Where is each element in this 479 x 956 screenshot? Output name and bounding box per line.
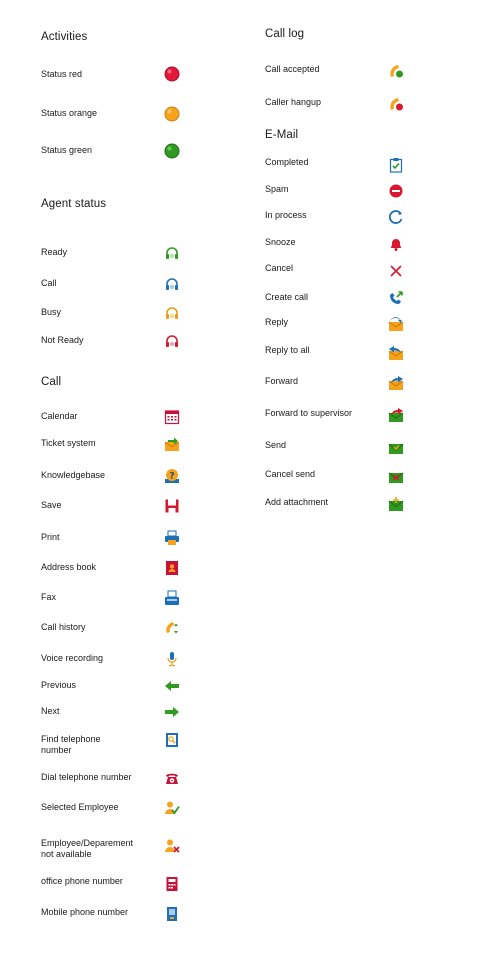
address-book-icon: [164, 560, 180, 576]
arrow-right-icon: [164, 704, 180, 720]
status-red-icon: [164, 66, 180, 82]
legend-label: Cancel send: [265, 469, 316, 479]
voice-recording-icon: [164, 651, 180, 667]
dial-telephone-icon: [164, 770, 180, 786]
mobile-phone-icon: [164, 906, 180, 922]
legend-label: Print: [41, 532, 60, 542]
legend-label: Send: [265, 440, 287, 450]
headset-blue-icon: [164, 276, 180, 292]
headset-green-icon: [164, 245, 180, 261]
spam-icon: [388, 183, 404, 199]
legend-label: Calendar: [41, 411, 78, 421]
legend-label: Snooze: [265, 237, 296, 247]
print-icon: [164, 530, 180, 546]
legend-label: Next: [41, 706, 60, 716]
office-phone-icon: [164, 876, 180, 892]
legend-label: Create call: [265, 292, 309, 302]
legend-label: Spam: [265, 184, 289, 194]
caller-hangup-icon: [388, 96, 404, 112]
forward-mail-icon: [388, 375, 404, 391]
find-telephone-number-icon: [164, 732, 180, 748]
legend-label: Forward: [265, 376, 299, 386]
bell-icon: [388, 236, 404, 252]
headset-red-icon: [164, 333, 180, 349]
forward-supervisor-mail-icon: [388, 407, 404, 423]
legend-label: Ticket system: [41, 438, 96, 448]
status-green-icon: [164, 143, 180, 159]
section-title-activities: Activities: [41, 31, 88, 43]
reply-all-mail-icon: [388, 345, 404, 361]
knowledgebase-icon: [164, 468, 180, 484]
legend-label: Employee/Deparement not available: [41, 838, 134, 859]
legend-label: office phone number: [41, 876, 123, 886]
legend-label: Forward to supervisor: [265, 408, 353, 418]
legend-label: Find telephone number: [41, 734, 101, 755]
legend-label: Status orange: [41, 108, 98, 118]
add-attachment-mail-icon: [388, 496, 404, 512]
legend-label: Status red: [41, 69, 83, 79]
cancel-send-mail-icon: [388, 468, 404, 484]
legend-label: Caller hangup: [265, 97, 322, 107]
reply-mail-icon: [388, 316, 404, 332]
legend-label: Reply to all: [265, 345, 310, 355]
status-orange-icon: [164, 106, 180, 122]
legend-label: Add attachment: [265, 497, 329, 507]
section-title-agent-status: Agent status: [41, 198, 107, 210]
legend-label: Status green: [41, 145, 93, 155]
selected-employee-icon: [164, 800, 180, 816]
section-title-call: Call: [41, 376, 62, 388]
legend-label: Fax: [41, 592, 57, 602]
cancel-x-icon: [388, 263, 404, 279]
svg-text:?: ?: [169, 471, 175, 482]
save-icon: [164, 498, 180, 514]
in-process-icon: [388, 209, 404, 225]
legend-label: Cancel: [265, 263, 294, 273]
legend-label: Not Ready: [41, 335, 84, 345]
fax-icon: [164, 590, 180, 606]
legend-label: Ready: [41, 247, 68, 257]
legend-label: Call accepted: [265, 64, 320, 74]
legend-label: Reply: [265, 317, 289, 327]
legend-label: Address book: [41, 562, 97, 572]
legend-label: Knowledgebase: [41, 470, 106, 480]
call-history-icon: [164, 620, 180, 636]
section-title-call-log: Call log: [265, 28, 305, 40]
employee-not-available-icon: [164, 838, 180, 854]
legend-label: Busy: [41, 307, 62, 317]
legend-label: In process: [265, 210, 307, 220]
create-call-icon: [388, 290, 404, 306]
calendar-icon: [164, 409, 180, 425]
legend-label: Mobile phone number: [41, 907, 129, 917]
legend-label: Selected Employee: [41, 802, 119, 812]
legend-label: Dial telephone number: [41, 772, 132, 782]
ticket-system-icon: [164, 436, 180, 452]
clipboard-check-icon: [388, 157, 404, 173]
arrow-left-icon: [164, 678, 180, 694]
legend-label: Save: [41, 500, 62, 510]
legend-label: Call: [41, 278, 57, 288]
section-title-email: E-Mail: [265, 129, 299, 141]
legend-label: Completed: [265, 157, 309, 167]
legend-label: Voice recording: [41, 653, 104, 663]
headset-orange-icon: [164, 305, 180, 321]
send-mail-icon: [388, 439, 404, 455]
call-accepted-icon: [388, 63, 404, 79]
legend-label: Previous: [41, 680, 77, 690]
legend-label: Call history: [41, 622, 86, 632]
